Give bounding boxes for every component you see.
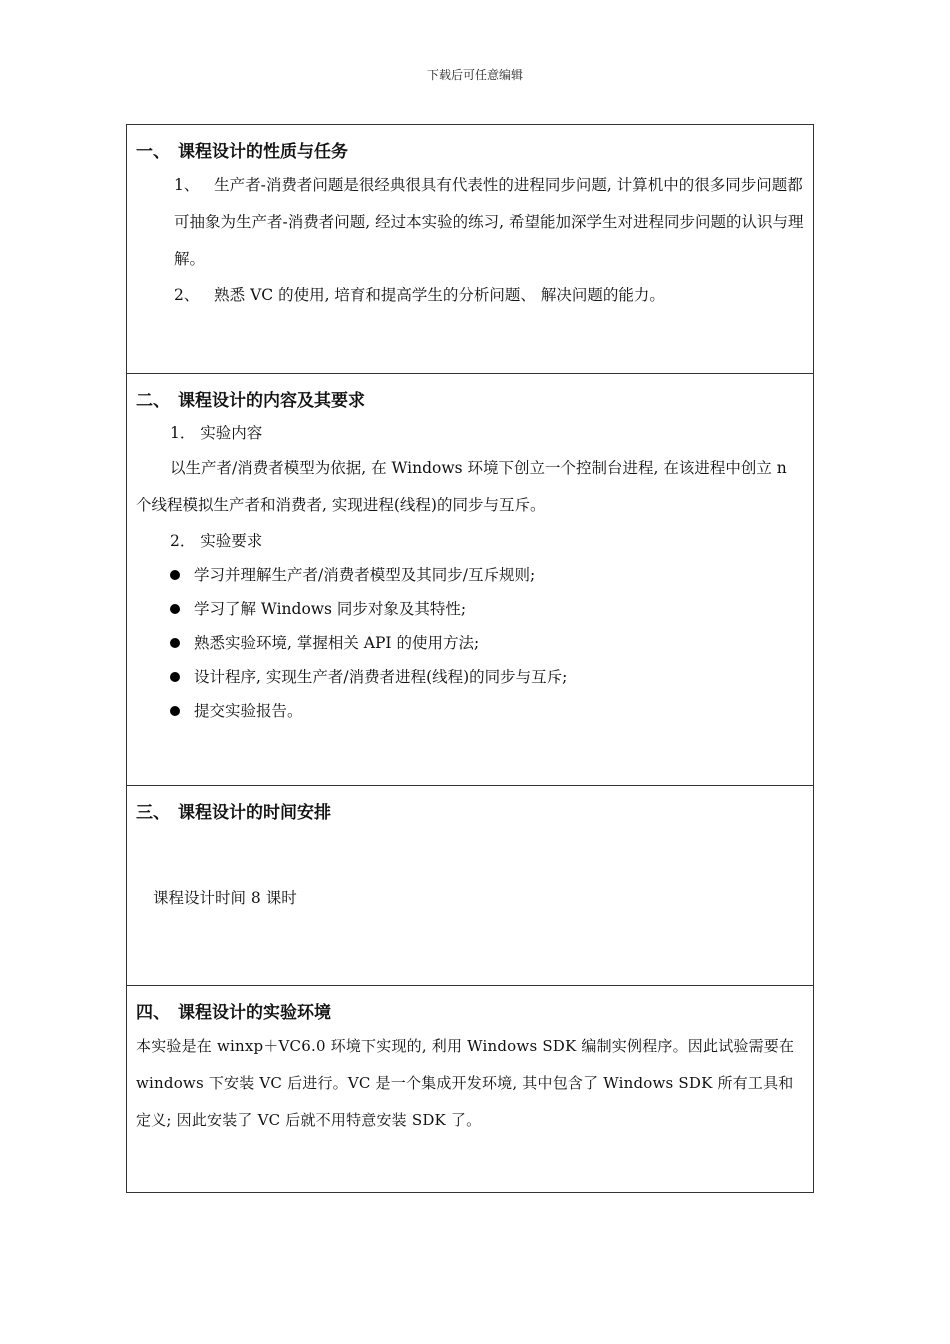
subheading-content: 1． 实验内容 xyxy=(170,424,263,442)
list-item xyxy=(136,660,805,694)
list-item-text: 学习并理解生产者/消费者模型及其同步/互斥规则; xyxy=(194,566,536,584)
section-environment xyxy=(127,986,813,1192)
list-item xyxy=(136,592,805,626)
section-number: 三、 xyxy=(136,803,170,823)
list-item-text: 熟悉实验环境, 掌握相关 API 的使用方法; xyxy=(194,634,480,652)
section-title xyxy=(136,786,805,824)
section-number: 四、 xyxy=(136,1003,170,1023)
bullet-icon xyxy=(170,604,180,614)
requirements-list xyxy=(136,558,805,728)
header-note: 下载后可任意编辑 xyxy=(426,68,523,82)
bullet-icon xyxy=(170,638,180,648)
task-list xyxy=(136,167,805,312)
course-time: 课程设计时间 8 课时 xyxy=(153,889,297,907)
list-item xyxy=(136,558,805,592)
section-title-text: 课程设计的内容及其要求 xyxy=(178,391,365,411)
bullet-icon xyxy=(170,672,180,682)
section-title-text: 课程设计的时间安排 xyxy=(178,803,331,823)
task-item-prefix: 1、 xyxy=(174,176,200,194)
list-item-text: 设计程序, 实现生产者/消费者进程(线程)的同步与互斥; xyxy=(194,668,568,686)
section-number: 一、 xyxy=(136,142,170,162)
content-paragraph: 以生产者/消费者模型为依据, 在 Windows 环境下创立一个控制台进程, 在该进程中创立 n 个线程模拟生产者和消费者, 实现进程(线程)的同步与互斥。 xyxy=(136,459,787,514)
list-item xyxy=(136,694,805,728)
section-title xyxy=(136,125,805,163)
section-title-text: 课程设计的性质与任务 xyxy=(178,142,348,162)
task-item-1 xyxy=(174,167,805,278)
section-title xyxy=(136,986,805,1024)
task-item-text: 熟悉 VC 的使用, 培育和提高学生的分析问题、 解决问题的能力。 xyxy=(214,286,665,304)
task-item-prefix: 2、 xyxy=(174,286,200,304)
subheading-requirements: 2． 实验要求 xyxy=(170,532,263,550)
list-item xyxy=(136,626,805,660)
course-design-table xyxy=(126,124,814,1193)
task-item-text: 生产者-消费者问题是很经典很具有代表性的进程同步问题, 计算机中的很多同步问题都可抽象为生产者-消费者问题, 经过本实验的练习, 希望能加深学生对进程同步问题的认识与理解。 xyxy=(174,176,804,268)
task-item-2 xyxy=(174,278,805,312)
environment-paragraph: 本实验是在 winxp＋VC6.0 环境下实现的, 利用 Windows SDK 编制实例程序。因此试验需要在 windows 下安装 VC 后进行。VC 是一个集成开发环境, 其中包含了 Windows SDK 所有工具和定义; 因此安装了 VC 后就不用特意安装 SDK 了。 xyxy=(136,1037,795,1129)
section-number: 二、 xyxy=(136,391,170,411)
bullet-icon xyxy=(170,570,180,580)
section-time-schedule xyxy=(127,786,813,986)
section-title-text: 课程设计的实验环境 xyxy=(178,1003,331,1023)
list-item-text: 提交实验报告。 xyxy=(194,702,303,720)
section-title xyxy=(136,374,805,412)
section-content-and-requirements xyxy=(127,374,813,786)
section-nature-and-tasks xyxy=(127,125,813,374)
list-item-text: 学习了解 Windows 同步对象及其特性; xyxy=(194,600,467,618)
bullet-icon xyxy=(170,706,180,716)
